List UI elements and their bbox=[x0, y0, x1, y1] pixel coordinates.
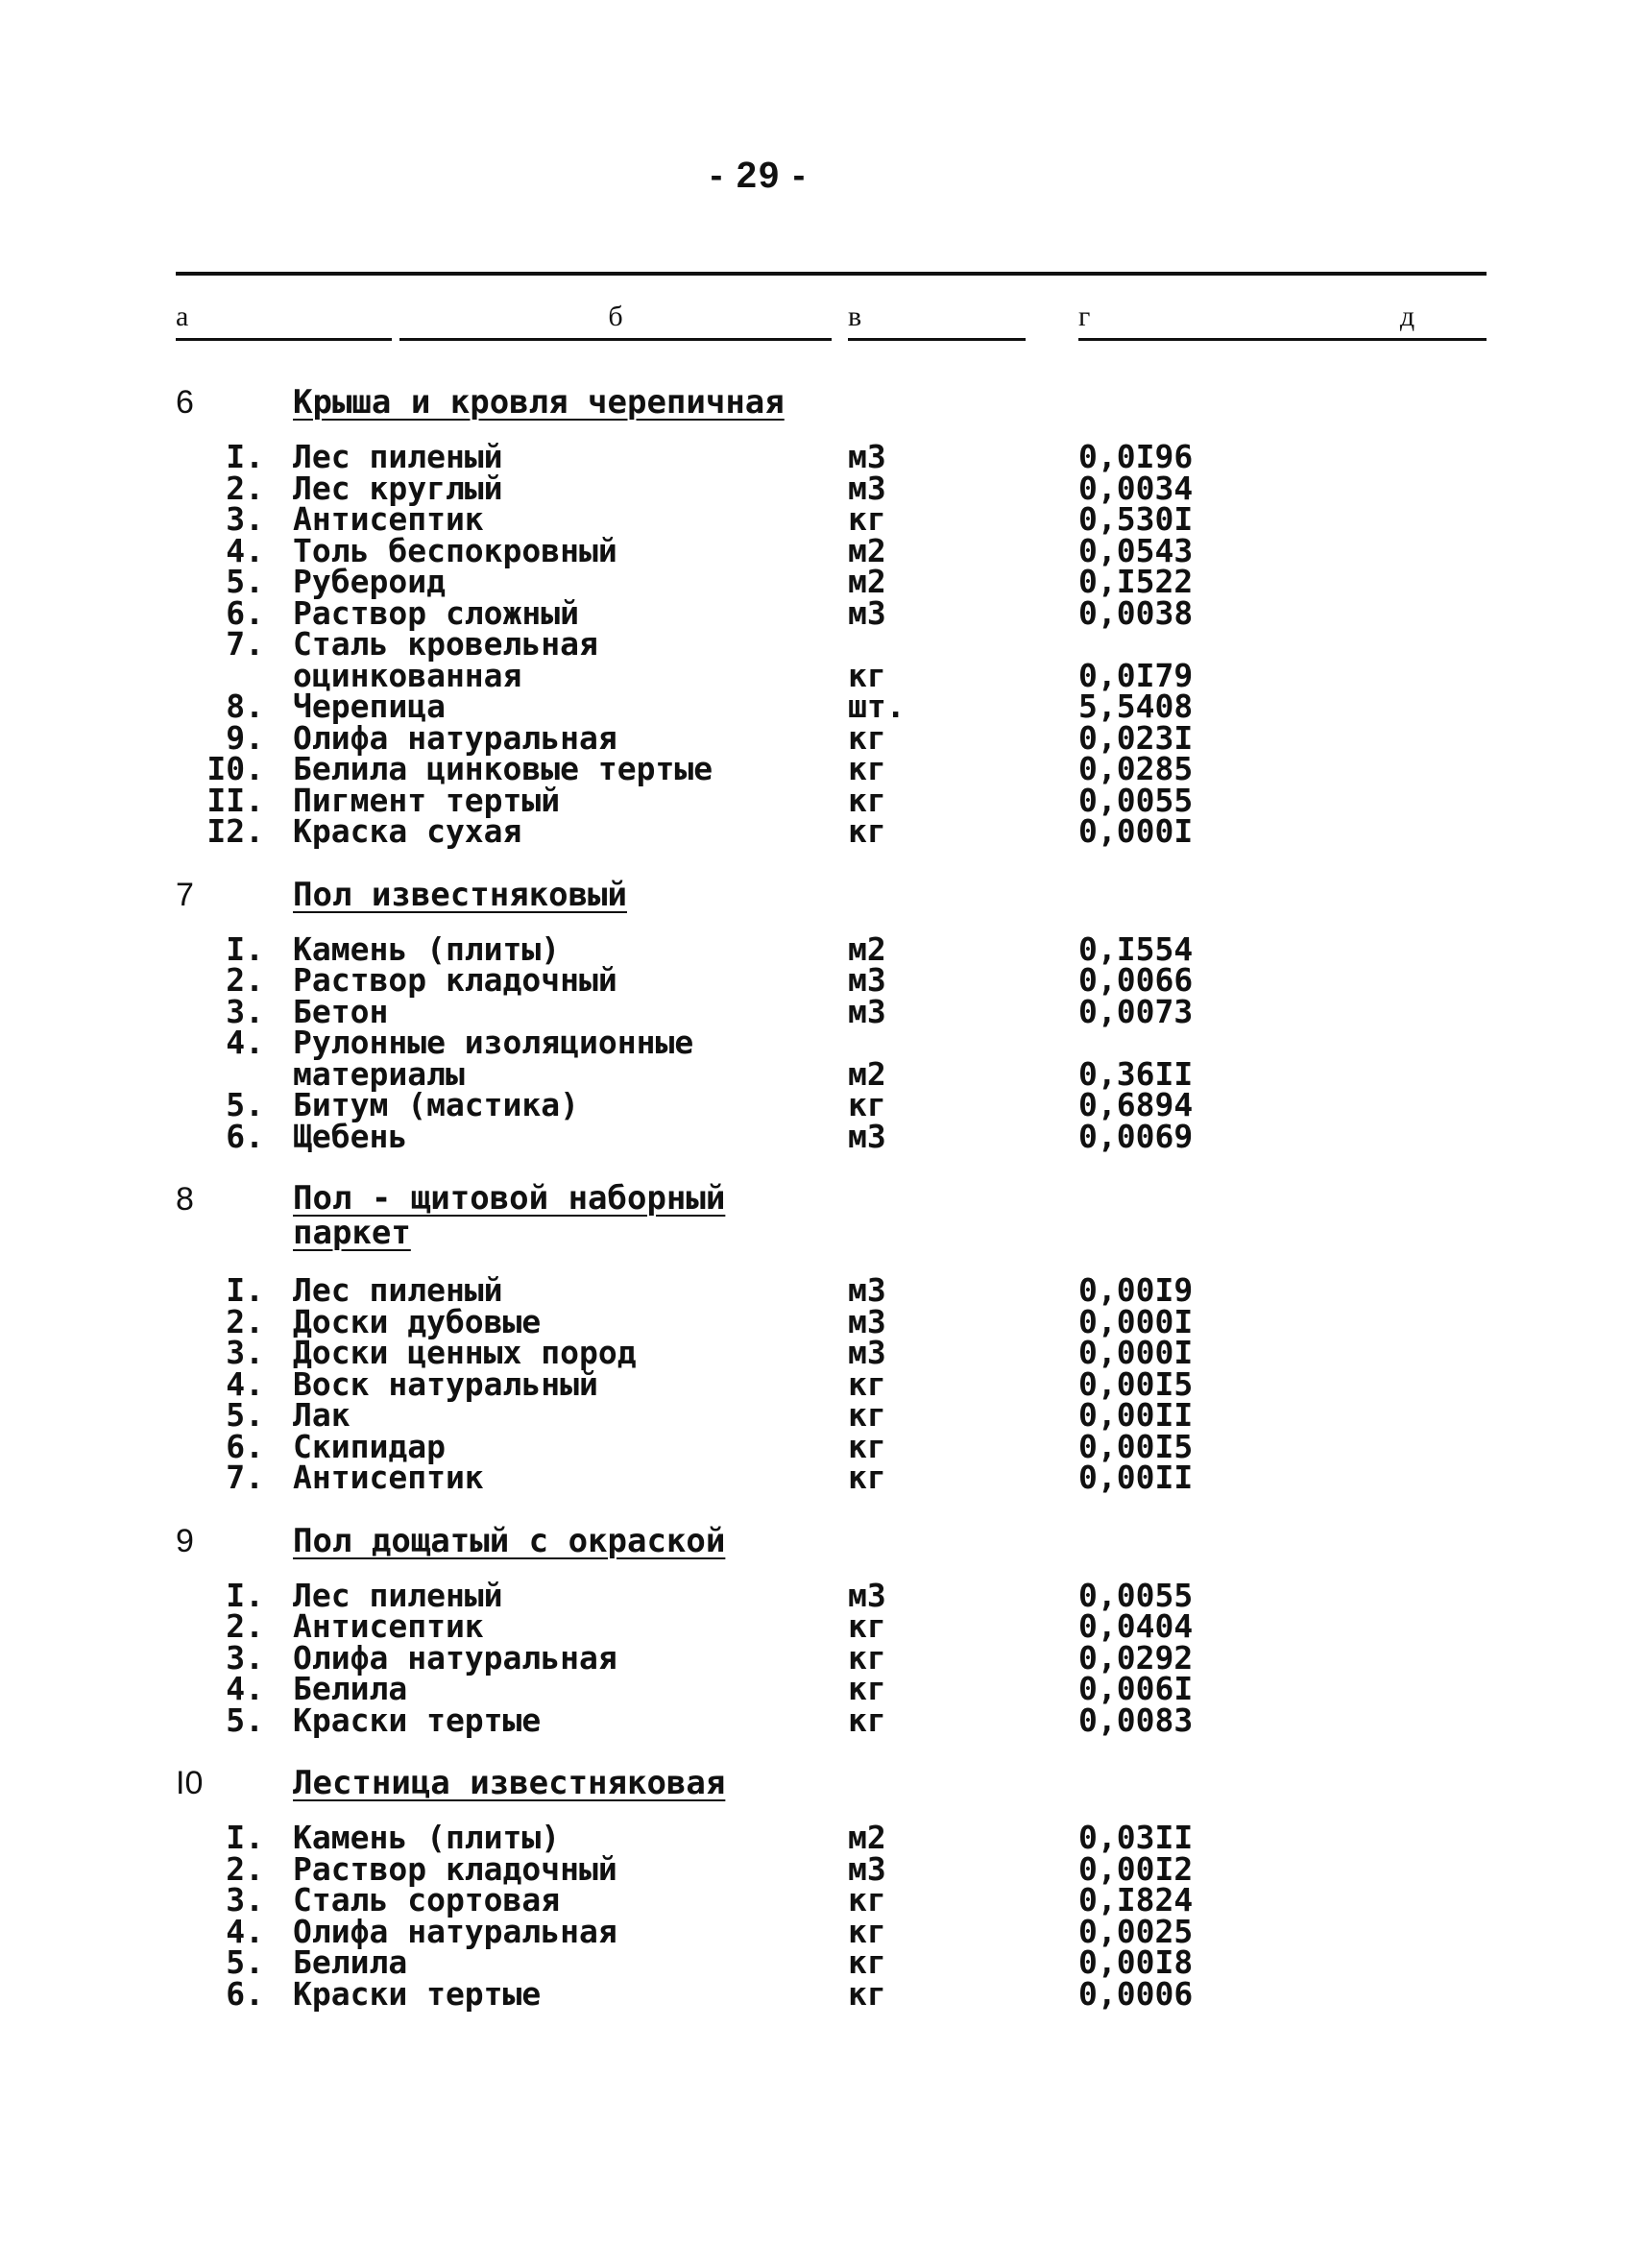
item-number: 5. bbox=[226, 1086, 264, 1123]
unit: м2 bbox=[848, 929, 886, 968]
item-number: 6. bbox=[226, 1117, 264, 1155]
norm-value: 0,0292 bbox=[1078, 1638, 1194, 1677]
material-name: Краски тертые bbox=[293, 1974, 542, 2013]
section-title: Крыша и кровля черепичная bbox=[293, 383, 785, 422]
section-heading bbox=[176, 877, 1487, 913]
norm-value: 0,0069 bbox=[1078, 1117, 1194, 1155]
material-name: Доски дубовые bbox=[293, 1302, 542, 1340]
table-row bbox=[176, 1086, 1487, 1123]
item-number: 5. bbox=[226, 1701, 264, 1739]
item-number: 8. bbox=[226, 688, 264, 725]
item-number: 3. bbox=[226, 500, 264, 538]
norm-value: 0,I522 bbox=[1078, 563, 1194, 600]
item-number: 9. bbox=[226, 718, 264, 757]
item-number: 6. bbox=[226, 1427, 264, 1465]
unit: м3 bbox=[848, 1334, 886, 1371]
item-number: I. bbox=[226, 438, 264, 475]
column-header-a: а bbox=[176, 302, 392, 341]
norm-value: 0,I824 bbox=[1078, 1881, 1194, 1918]
unit: кг bbox=[848, 1396, 886, 1434]
unit: кг bbox=[848, 1086, 886, 1123]
item-number: 4. bbox=[226, 531, 264, 569]
norm-value: 0,0038 bbox=[1078, 593, 1194, 632]
unit: кг bbox=[848, 781, 886, 819]
section-heading bbox=[176, 1765, 1487, 1801]
table-row bbox=[176, 438, 1487, 475]
norm-value: 0,530I bbox=[1078, 500, 1194, 538]
section bbox=[176, 384, 1487, 877]
unit: кг bbox=[848, 1701, 886, 1739]
table-row bbox=[176, 812, 1487, 850]
norm-value: 0,0073 bbox=[1078, 992, 1194, 1030]
norm-value: 0,0083 bbox=[1078, 1701, 1194, 1739]
item-number: 5. bbox=[226, 563, 264, 600]
section bbox=[176, 1765, 1487, 2039]
unit: кг bbox=[848, 1364, 886, 1403]
item-number: I0. bbox=[206, 750, 264, 787]
section-title: Пол дощатый с окраской bbox=[293, 1521, 726, 1560]
section-heading bbox=[176, 384, 1487, 421]
unit: м2 bbox=[848, 1819, 886, 1856]
table-row bbox=[176, 1396, 1487, 1434]
norm-value: 0,03II bbox=[1078, 1819, 1194, 1856]
norm-value: 0,023I bbox=[1078, 718, 1194, 757]
norm-value: 0,000I bbox=[1078, 812, 1194, 850]
norm-value: 0,000I bbox=[1078, 1334, 1194, 1371]
norm-value: 0,0066 bbox=[1078, 961, 1194, 999]
norm-value: 0,0034 bbox=[1078, 469, 1194, 507]
item-number: 2. bbox=[226, 1849, 264, 1888]
norm-value: 0,0543 bbox=[1078, 531, 1194, 569]
material-name: Белила bbox=[293, 1943, 408, 1981]
item-number: 6. bbox=[226, 593, 264, 632]
item-number: 4. bbox=[226, 1364, 264, 1403]
material-name: Белила цинковые тертые bbox=[293, 750, 713, 787]
material-name: Рубероид bbox=[293, 563, 446, 600]
table-row bbox=[176, 1271, 1487, 1309]
section-number: 8 bbox=[176, 1181, 194, 1218]
material-name: Антисептик bbox=[293, 1459, 484, 1496]
norm-value: 0,6894 bbox=[1078, 1086, 1194, 1123]
section-number: I0 bbox=[176, 1765, 204, 1801]
item-number: II. bbox=[206, 781, 264, 819]
item-number: 4. bbox=[226, 1912, 264, 1950]
unit: шт. bbox=[848, 688, 906, 725]
table-row bbox=[176, 1607, 1487, 1645]
unit: м3 bbox=[848, 961, 886, 999]
unit: кг bbox=[848, 1459, 886, 1496]
section-title: Пол известняковый bbox=[293, 875, 627, 914]
norm-value: 0,00II bbox=[1078, 1396, 1194, 1434]
unit: кг bbox=[848, 1607, 886, 1645]
material-name: Черепица bbox=[293, 688, 446, 725]
table-row bbox=[176, 1117, 1487, 1155]
norm-value: 0,0404 bbox=[1078, 1607, 1194, 1645]
table-row bbox=[176, 1819, 1487, 1856]
material-name: Толь беспокровный bbox=[293, 531, 617, 569]
unit: кг bbox=[848, 1881, 886, 1918]
item-number: I. bbox=[226, 929, 264, 968]
material-name: Антисептик bbox=[293, 1607, 484, 1645]
item-number: 7. bbox=[226, 1459, 264, 1496]
norm-value: 0,0025 bbox=[1078, 1912, 1194, 1950]
item-number: I. bbox=[226, 1576, 264, 1614]
material-name: оцинкованная bbox=[293, 656, 522, 694]
column-header-b: б bbox=[399, 302, 832, 341]
section bbox=[176, 877, 1487, 1182]
item-number: 2. bbox=[226, 1607, 264, 1645]
unit: м3 bbox=[848, 1302, 886, 1340]
material-name: Бетон bbox=[293, 992, 389, 1030]
norm-value: 0,000I bbox=[1078, 1302, 1194, 1340]
header-rule-top bbox=[176, 272, 1487, 276]
unit: кг bbox=[848, 750, 886, 787]
norm-value: 0,00II bbox=[1078, 1459, 1194, 1496]
item-number: 4. bbox=[226, 1670, 264, 1707]
unit: м3 bbox=[848, 1271, 886, 1309]
table-row bbox=[176, 500, 1487, 538]
item-number: 5. bbox=[226, 1396, 264, 1434]
material-name: Белила bbox=[293, 1670, 408, 1707]
material-name: Лес пиленый bbox=[293, 438, 503, 475]
material-name: Сталь сортовая bbox=[293, 1881, 561, 1918]
material-name: Раствор сложный bbox=[293, 593, 580, 632]
material-name: Олифа натуральная bbox=[293, 1912, 617, 1950]
table-row bbox=[176, 1943, 1487, 1981]
material-name: Воск натуральный bbox=[293, 1364, 598, 1403]
norm-value: 0,00I5 bbox=[1078, 1427, 1194, 1465]
table-row bbox=[176, 1459, 1487, 1496]
material-name: Пигмент тертый bbox=[293, 781, 561, 819]
section-number: 6 bbox=[176, 384, 194, 421]
table-row bbox=[176, 961, 1487, 999]
unit: м2 bbox=[848, 563, 886, 600]
unit: кг bbox=[848, 1912, 886, 1950]
unit: м2 bbox=[848, 1054, 886, 1093]
table-row bbox=[176, 1670, 1487, 1707]
unit: кг bbox=[848, 500, 886, 538]
material-name: Лак bbox=[293, 1396, 351, 1434]
table-row bbox=[176, 1701, 1487, 1739]
material-name: Краска сухая bbox=[293, 812, 522, 850]
item-number: 3. bbox=[226, 1334, 264, 1371]
unit: м3 bbox=[848, 992, 886, 1030]
unit: м3 bbox=[848, 1576, 886, 1614]
material-name: Лес пиленый bbox=[293, 1576, 503, 1614]
unit: м3 bbox=[848, 1849, 886, 1888]
material-name: материалы bbox=[293, 1054, 465, 1093]
column-header-g: г bbox=[1078, 302, 1463, 341]
unit: кг bbox=[848, 1638, 886, 1677]
material-name: Олифа натуральная bbox=[293, 718, 617, 757]
unit: кг bbox=[848, 718, 886, 757]
item-number: 2. bbox=[226, 1302, 264, 1340]
page-number: - 29 - bbox=[710, 156, 808, 196]
material-name: Доски ценных пород bbox=[293, 1334, 637, 1371]
section-number: 9 bbox=[176, 1522, 194, 1559]
section-title: Пол - щитовой наборный паркет bbox=[293, 1179, 726, 1252]
item-number: I. bbox=[226, 1271, 264, 1309]
table-row bbox=[176, 1974, 1487, 2013]
norm-value: 0,00I5 bbox=[1078, 1364, 1194, 1403]
table-row bbox=[176, 1334, 1487, 1371]
section bbox=[176, 1181, 1487, 1523]
column-header-d: д bbox=[1328, 302, 1487, 341]
unit: м3 bbox=[848, 593, 886, 632]
section-title: Лестница известняковая bbox=[293, 1764, 726, 1802]
norm-value: 5,5408 bbox=[1078, 688, 1194, 725]
material-name: Раствор кладочный bbox=[293, 1849, 617, 1888]
norm-value: 0,0006 bbox=[1078, 1974, 1194, 2013]
norm-value: 0,00I2 bbox=[1078, 1849, 1194, 1888]
item-number: I2. bbox=[206, 812, 264, 850]
norm-value: 0,0I79 bbox=[1078, 656, 1194, 694]
unit: кг bbox=[848, 1943, 886, 1981]
unit: кг bbox=[848, 1427, 886, 1465]
section-number: 7 bbox=[176, 876, 194, 913]
norm-value: 0,0285 bbox=[1078, 750, 1194, 787]
item-number: I. bbox=[226, 1819, 264, 1856]
item-number: 6. bbox=[226, 1974, 264, 2013]
table-row bbox=[176, 1024, 1487, 1061]
item-number: 4. bbox=[226, 1024, 264, 1061]
unit: м2 bbox=[848, 531, 886, 569]
norm-value: 0,0055 bbox=[1078, 781, 1194, 819]
unit: м3 bbox=[848, 438, 886, 475]
norm-value: 0,0I96 bbox=[1078, 438, 1194, 475]
norm-value: 0,36II bbox=[1078, 1054, 1194, 1093]
unit: кг bbox=[848, 812, 886, 850]
material-name: Камень (плиты) bbox=[293, 929, 561, 968]
table-row bbox=[176, 1881, 1487, 1918]
item-number: 3. bbox=[226, 1881, 264, 1918]
material-name: Лес пиленый bbox=[293, 1271, 503, 1309]
item-number: 7. bbox=[226, 625, 264, 663]
section-heading bbox=[176, 1523, 1487, 1559]
material-name: Битум (мастика) bbox=[293, 1086, 580, 1123]
material-name: Камень (плиты) bbox=[293, 1819, 561, 1856]
material-name: Скипидар bbox=[293, 1427, 446, 1465]
item-number: 5. bbox=[226, 1943, 264, 1981]
item-number: 3. bbox=[226, 1638, 264, 1677]
material-name: Лес круглый bbox=[293, 469, 503, 507]
item-number: 2. bbox=[226, 469, 264, 507]
norm-value: 0,006I bbox=[1078, 1670, 1194, 1707]
material-name: Рулонные изоляционные bbox=[293, 1024, 694, 1061]
norm-value: 0,00I8 bbox=[1078, 1943, 1194, 1981]
item-number: 3. bbox=[226, 992, 264, 1030]
material-name: Краски тертые bbox=[293, 1701, 542, 1739]
table-row bbox=[176, 688, 1487, 725]
column-header-v: в bbox=[848, 302, 1026, 341]
materials-table bbox=[176, 384, 1487, 2039]
item-number: 2. bbox=[226, 961, 264, 999]
table-row bbox=[176, 563, 1487, 600]
table-row bbox=[176, 1364, 1487, 1403]
table-header bbox=[176, 302, 1487, 340]
unit: кг bbox=[848, 1974, 886, 2013]
unit: м3 bbox=[848, 1117, 886, 1155]
material-name: Щебень bbox=[293, 1117, 408, 1155]
norm-value: 0,00I9 bbox=[1078, 1271, 1194, 1309]
unit: кг bbox=[848, 1670, 886, 1707]
norm-value: 0,0055 bbox=[1078, 1576, 1194, 1614]
table-row bbox=[176, 625, 1487, 663]
material-name: Сталь кровельная bbox=[293, 625, 598, 663]
unit: м3 bbox=[848, 469, 886, 507]
material-name: Олифа натуральная bbox=[293, 1638, 617, 1677]
section bbox=[176, 1523, 1487, 1766]
section-heading bbox=[176, 1181, 1487, 1254]
material-name: Раствор кладочный bbox=[293, 961, 617, 999]
table-row bbox=[176, 750, 1487, 787]
norm-value: 0,I554 bbox=[1078, 929, 1194, 968]
unit: кг bbox=[848, 656, 886, 694]
material-name: Антисептик bbox=[293, 500, 484, 538]
